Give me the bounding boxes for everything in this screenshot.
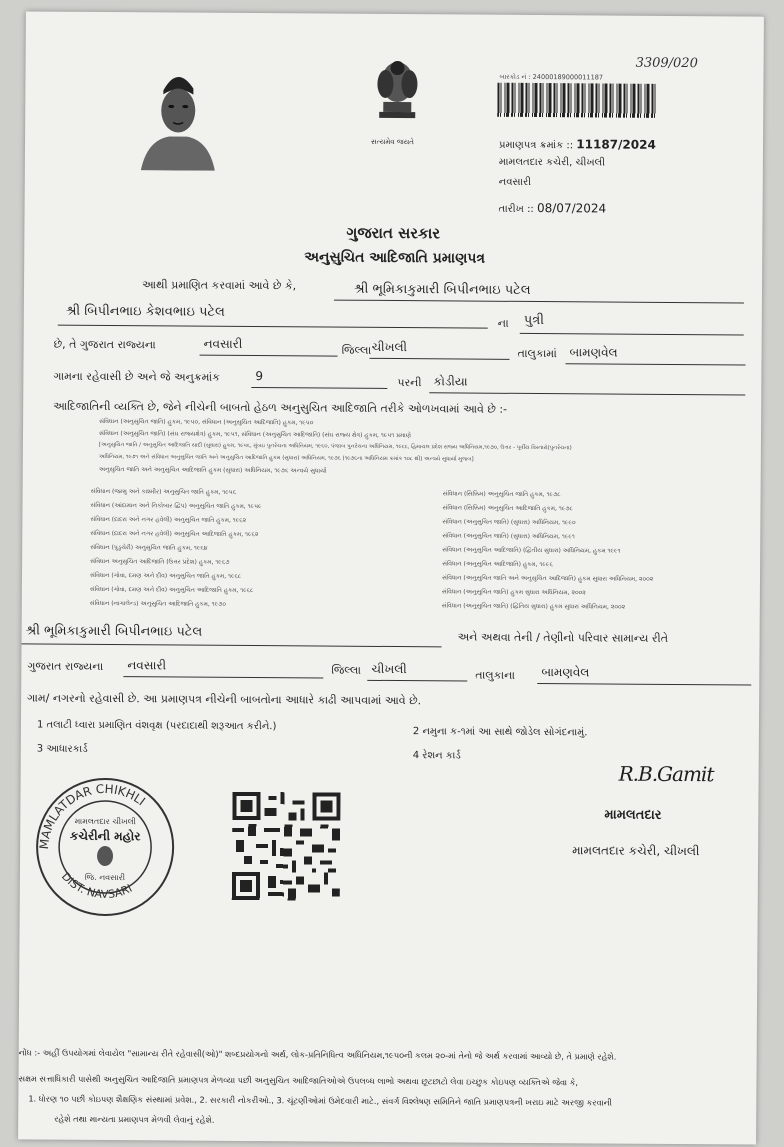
order-right-item: સંવિધાન (અનુસુચિત જાતિ) હુકમ સુધારા અધિનિયમ, ૨૦૦૨ bbox=[441, 588, 586, 597]
taluka-label: તાલુકામાં bbox=[517, 346, 557, 361]
person-name-full: શ્રી ભૂમિકાકુમારી બિપીનભાઇ પટેલ bbox=[25, 623, 203, 640]
order-left-item: સંવિધાન (ગોવા, દમણ અને દીવ) અનુસુચિત જાતિ હુકમ, ૧૯૬૮ bbox=[89, 571, 242, 580]
certificate-no: 11187/2024 bbox=[576, 137, 656, 152]
order-left-item: સંવિધાન (આંદામાન અને નિકોબાર દ્વિપ) અનુસુચિત જાતિ હુકમ, ૧૯૫૯ bbox=[90, 501, 262, 511]
serial-no: 9 bbox=[255, 369, 264, 384]
family-text: અને અથવા તેની / તેણીનો પરિવાર સામાન્ય રીતે bbox=[457, 630, 669, 645]
office-seal bbox=[30, 771, 181, 922]
relation: પુત્રી bbox=[523, 312, 545, 329]
district: નવસારી bbox=[203, 336, 243, 351]
district-label2: જિલ્લા bbox=[331, 663, 362, 677]
order-header-line: અધિનિયમ, ૧૯૭૧ અને સંવિધાન અનુસુચિત જાતિ અને અનુસુચિત આદિજાતિ હુકમ (સુધારા) અધિનિયમ, ૧૯૭૬ (૧૯૭૬ના અધિનિયમ ક્રમાંક ૧૦૮ થી) અન્વયે સુધાર્યા મુજબ] bbox=[98, 453, 474, 463]
seal-outer-top-text: MAMLATDAR CHIKHLI bbox=[36, 781, 148, 850]
state-text: છે, તે ગુજરાત રાજ્યના bbox=[53, 337, 156, 352]
orders-left-list bbox=[90, 488, 391, 616]
applicant-photo bbox=[133, 60, 222, 171]
note-line: 1. ધોરણ ૧૦ પછી કોઇપણ શૈક્ષણિક સંસ્થામાં પ્રવેશ., 2. સરકારી નોકરીઓ., 3. ચૂંટણીઓમાં ઉમેદવારી માટે., સંવર્ગ વિશ્લેષણ સમિતિને જાતિ પ્રમાણપત્રની ખરાઇ માટે અરજી કરવાની bbox=[28, 1093, 613, 1108]
taluka: ચીખલી bbox=[371, 339, 408, 355]
tribe-label: પરની bbox=[397, 376, 422, 390]
father-name: શ્રી બિપીનભાઇ કેશવભાઇ પટેલ bbox=[65, 303, 225, 320]
order-left-item: સંવિધાન (જમ્મુ અને કાશ્મીર) અનુસુચિત જાતિ હુકમ, ૧૯૫૬ bbox=[90, 487, 237, 496]
resident-text: ગામના રહેવાસી છે અને જે અનુક્રમાંક bbox=[53, 369, 220, 384]
certify-text: આથી પ્રમાણિત કરવામાં આવે છે કે, bbox=[141, 278, 297, 293]
certificate-no-label: પ્રમાણપત્ર ક્રમાંક :: bbox=[498, 139, 574, 152]
taluka2: ચીખલી bbox=[371, 661, 407, 677]
order-header-line: અનુસુચિત જાતિ અને અનુસુચિત આદિજાતિ હુકમ (સુધારા) અધિનિયમ, ૧૯૭૬ અન્વયે સુધાર્યા bbox=[98, 465, 327, 475]
person-name: ભૂમિકાકુમારી બિપીનભાઇ પટેલ bbox=[372, 281, 531, 298]
document-item: 2 નમુના ક-૧માં આ સાથે જોડેલ સોગંદનામું. bbox=[412, 726, 588, 739]
order-header-line: [અનુસુચિત જાતિ / અનુસુચિત આદિજાતિ યાદી (સુધારા) હુકમ, ૧૯૫૬, મુંબઇ પુનર્રચના અધિનિયમ, ૧૯૬૦, પંજાબ પુનર્રચના અધિનિયમ, ૧૯૬૬, હિમાચલ પ્રદેશ રાજ્ય અધિનિયમ,૧૯૭૦, ઉત્તર - પૂર્વીય વિસ્તારો(પુનર્રચના) bbox=[98, 441, 572, 452]
tribe-text: આદિજાતિની વ્યક્તિ છે, જેને નીચેની બાબતો હેઠળ અનુસુચિત આદિજાતિ તરીકે ઓળખવામાં આવે છે :- bbox=[53, 399, 508, 416]
barcode bbox=[497, 83, 657, 118]
order-right-item: સંવિધાન (સિક્કિમ) અનુસુચિત આદિજાતિ હુકમ, ૧૯૭૮ bbox=[442, 504, 573, 513]
officer-office: મામલતદાર કચેરી, ચીખલી bbox=[572, 843, 700, 859]
note-line: સક્ષમ સત્તાધિકારી પાસેથી અનુસુચિત આદિજાતિ પ્રમાણપત્ર મેળવ્યા પછી અનુસુચિત આદિજાતિઓએ ઉપલબ્ધ લાભો અથવા છૂટછાટો લેવા ઇચ્છુક કોઇપણ વ્યક્તિએ જેવા કે, bbox=[18, 1073, 579, 1088]
order-right-item: સંવિધાન (સિક્કિમ) અનુસુચિત જાતિ હુકમ, ૧૯૭૮ bbox=[442, 490, 561, 499]
basis-text: ગામ/ નગરનો રહેવાસી છે. આ પ્રમાણપત્ર નીચેની બાબતોના આધારે કાઢી આપવામાં આવે છે. bbox=[27, 691, 422, 708]
state-emblem-icon bbox=[365, 52, 430, 138]
district2: નવસારી bbox=[127, 658, 167, 673]
qr-code bbox=[232, 791, 341, 902]
order-left-item: સંવિધાન (નાગાલેન્ડ) અનુસુચિત આદિજાતિ હુકમ, ૧૯૭૦ bbox=[89, 599, 226, 608]
district-label: જિલ્લા bbox=[341, 343, 372, 357]
order-right-item: સંવિધાન (અનુસુચિત જાતિ) (દ્વિતિય સુધારા) હુકમ સુધારા અધિનિયમ, ૨૦૦૨ bbox=[441, 602, 626, 611]
seal-district-text: જિ. નવસારી bbox=[84, 872, 126, 883]
orders-right-list bbox=[442, 490, 743, 618]
emblem-motto: સત્યમેવ જયતે bbox=[371, 137, 414, 147]
order-header-line: સંવિધાન (અનુસુચિત જાતિ) (સંઘ રાજ્યક્ષેત્ર) હુકમ, ૧૯૫૧, સંવિધાન (અનુસુચિત આદિજાતિ) (સંઘ રાજ્ય ક્ષેત્ર) હુકમ, ૧૯૫૧ પ્રમાણે bbox=[98, 429, 412, 440]
order-header-line: સંવિધાન (અનુસુચિત જાતિ) હુકમ, ૧૯૫૦, સંવિધાન (અનુસુચિત આદિજાતિ) હુકમ, ૧૯૫૦ bbox=[99, 417, 314, 427]
note-line: નોંધ :- અહીં ઉપયોગમાં લેવાયેલ "સામાન્ય રીતે રહેવાસી(ઓ)" શબ્દપ્રયોગનો અર્થ, લોક-પ્રતિનિધિત્વ અધિનિયમ,૧૯૫૦ની કલમ ૨૦-માં તેનો જે અર્થ કરવામાં આવ્યો છે, તે પ્રમાણે રહેશે. bbox=[18, 1047, 617, 1062]
state-text2: ગુજરાત રાજ્યના bbox=[27, 659, 104, 673]
date-label: તારીખ :: bbox=[498, 203, 534, 215]
taluka-label2: તાલુકાના bbox=[475, 668, 516, 682]
order-left-item: સંવિધાન (પુડુચેરી) અનુસુચિત જાતિ હુકમ, ૧૯૬૪ bbox=[90, 543, 208, 552]
village2: બામણવેલ bbox=[541, 665, 590, 680]
seal-outer-bottom-text: DIST. NAVSARI bbox=[58, 870, 135, 901]
seal-inner-text: કચેરીની મહોર bbox=[69, 828, 141, 844]
office-line1: મામલતદાર કચેરી, ચીખલી bbox=[498, 156, 606, 169]
document-item: 4 રેશન કાર્ડ bbox=[412, 750, 461, 762]
document-item: 1 તલાટી ધ્વારા પ્રમાણિત વંશવૃક્ષ (પરદાદાથી શરૂઆત કરીને.) bbox=[36, 719, 277, 733]
office-line2: નવસારી bbox=[498, 176, 532, 188]
certificate-title: અનુસુચિત આદિજાતિ પ્રમાણપત્ર bbox=[304, 249, 486, 267]
order-left-item: સંવિધાન (દાદરા અને નગર હવેલી) અનુસુચિત જાતિ હુકમ, ૧૯૬૨ bbox=[90, 515, 247, 524]
signature: R.B.Gamit bbox=[618, 761, 714, 787]
order-right-item: સંવિધાન (અનુસુચિત આદિજાતિ) હુકમ, ૧૯૯૬ bbox=[442, 560, 553, 569]
note-line: રહેશે તથા માન્યતા પ્રમાણપત્ર મેળવી લેવાનું રહેશે. bbox=[54, 1113, 215, 1125]
tribe: કોડીયા bbox=[433, 374, 468, 389]
order-left-item: સંવિધાન અનુસુચિત આદિજાતિ (ઉત્તર પ્રદેશ) હુકમ, ૧૯૬૭ bbox=[90, 557, 230, 566]
order-right-item: સંવિધાન (અનુસુચિત આદિજાતિ) (દ્વિતીય સુધારા) અધિનિયમ, હુકમ ૧૯૯૧ bbox=[442, 546, 621, 555]
order-right-item: સંવિધાન (અનુસુચિત જાતિ) (સુધારા) અધિનિયમ, ૧૯૯૧ bbox=[442, 532, 575, 541]
name-prefix: શ્રી bbox=[353, 281, 369, 297]
barcode-label: બારકોડ નં : 24000189000011187 bbox=[499, 72, 604, 82]
order-left-item: સંવિધાન (ગોવા, દમણ અને દીવ) અનુસુચિત આદિજાતિ હુકમ, ૧૯૬૮ bbox=[89, 585, 254, 595]
order-right-item: સંવિધાન (અનુસુચિત જાતિ) (સુધારા) અધિનિયમ, ૧૯૯૦ bbox=[442, 518, 576, 527]
document-item: 3 આધારકાર્ડ bbox=[36, 743, 88, 755]
village: બામણવેલ bbox=[569, 345, 618, 360]
government-heading: ગુજરાત સરકાર bbox=[346, 223, 441, 243]
date: 08/07/2024 bbox=[536, 201, 607, 216]
relation-na: ના bbox=[497, 316, 509, 330]
certificate-page bbox=[18, 11, 764, 1144]
seal-local-text: મામલતદાર ચીખલી bbox=[74, 816, 136, 827]
officer-title: મામલતદાર bbox=[604, 807, 662, 823]
order-left-item: સંવિધાન (દાદરા અને નગર હવેલી) અનુસુચિત આદિજાતિ હુકમ, ૧૯૬૨ bbox=[90, 529, 259, 539]
order-right-item: સંવિધાન (અનુસુચિત જાતિ અને અનુસુચિત આદિજાતિ) હુકમ સુધારા અધિનિયમ, ૨૦૦૨ bbox=[441, 574, 654, 583]
handwritten-number: 3309/020 bbox=[635, 55, 698, 72]
